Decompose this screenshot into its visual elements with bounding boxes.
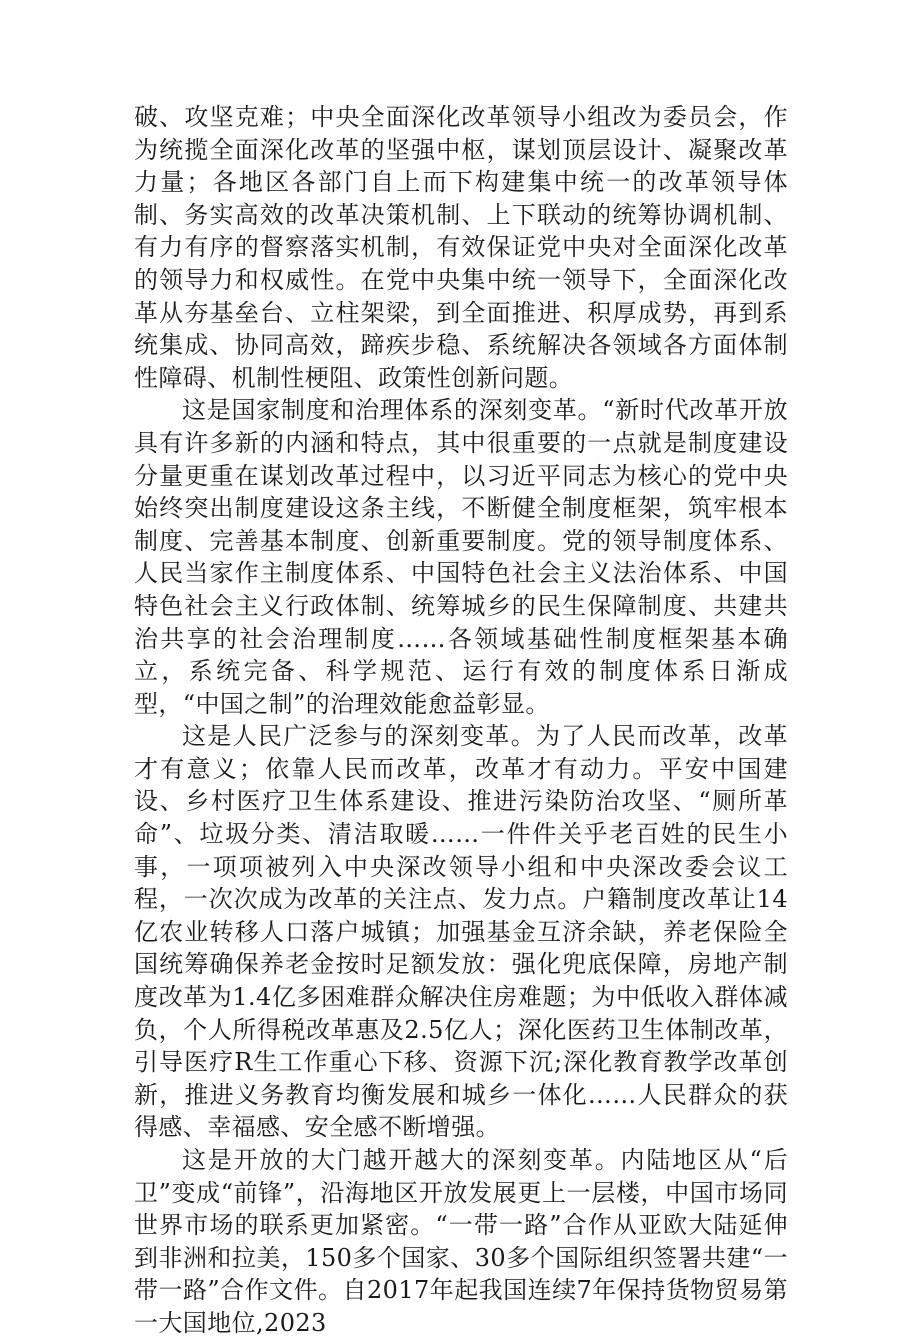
document-body [134, 101, 788, 1340]
paragraph-2: 这是国家制度和治理体系的深刻变革。“新时代改革开放具有许多新的内涵和特点，其中很重要的一点就是制度建设分量更重在谋划改革过程中，以习近平同志为核心的党中央始终突出制度建设这条主线，不断健全制度框架，筑牢根本制度、完善基本制度、创新重要制度。党的领导制度体系、人民当家作主制度体系、中国特色社会主义法治体系、中国特色社会主义行政体制、统筹城乡的民生保障制度、共建共治共享的社会治理制度……各领域基础性制度框架基本确立，系统完备、科学规范、运行有效的制度体系日渐成型，“中国之制”的治理效能愈益彰显。 [134, 396, 788, 718]
paragraph-3: 这是人民广泛参与的深刻变革。为了人民而改革，改革才有意义；依靠人民而改革，改革才有动力。平安中国建设、乡村医疗卫生体系建设、推进污染防治攻坚、“厕所革命”、垃圾分类、清洁取暖……一件件关乎老百姓的民生小事，一项项被列入中央深改领导小组和中央深改委会议工程，一次次成为改革的关注点、发力点。户籍制度改革让14亿农业转移人口落户城镇；加强基金互济余缺，养老保险全国统筹确保养老金按时足额发放：强化兜底保障，房地产制度改革为1.4亿多困难群众解决住房难题；为中低收入群体减负，个人所得税改革惠及2.5亿人；深化医药卫生体制改革，引导医疗R生工作重心下移、资源下沉;深化教育教学改革创新，推进义务教育均衡发展和城乡一体化……人民群众的获得感、幸福感、安全感不断增强。 [134, 722, 788, 1142]
paragraph-1: 破、攻坚克难；中央全面深化改革领导小组改为委员会，作为统揽全面深化改革的坚强中枢，谋划顶层设计、凝聚改革力量；各地区各部门自上而下构建集中统一的改革领导体制、务实高效的改革决策机制、上下联动的统筹协调机制、有力有序的督察落实机制，有效保证党中央对全面深化改革的领导力和权威性。在党中央集中统一领导下，全面深化改革从夯基垒台、立柱架梁，到全面推进、积厚成势，再到系统集成、协同高效，蹄疾步稳、系统解决各领域各方面体制性障碍、机制性梗阻、政策性创新问题。 [134, 103, 788, 392]
paragraph-4: 这是开放的大门越开越大的深刻变革。内陆地区从“后卫”变成“前锋”，沿海地区开放发展更上一层楼，中国市场同世界市场的联系更加紧密。“一带一路”合作从亚欧大陆延伸到非洲和拉美，150多个国家、30多个国际组织签署共建“一带一路”合作文件。自2017年起我国连续7年保持货物贸易第一大国地位,2023 [134, 1146, 788, 1337]
